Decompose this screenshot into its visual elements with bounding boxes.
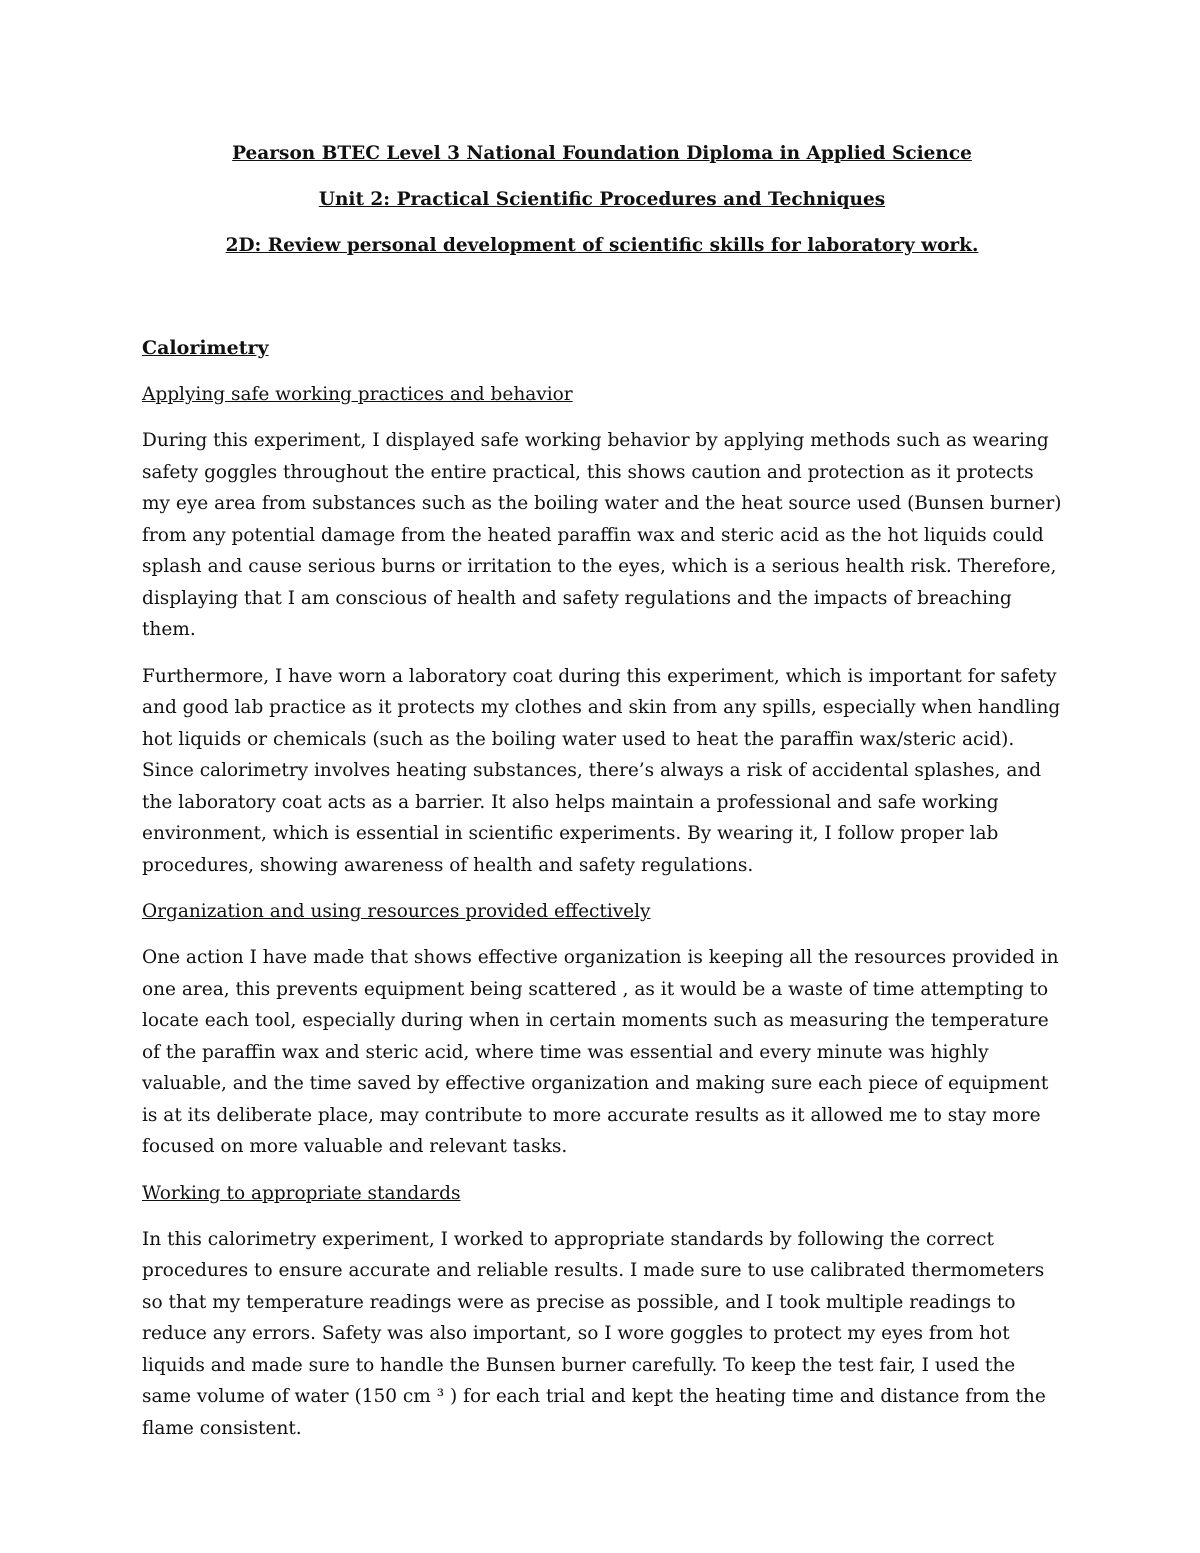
document-header (142, 140, 1062, 259)
section-title-calorimetry: Calorimetry (142, 337, 269, 359)
paragraph: One action I have made that shows effective organization is keeping all the resources provided in one area, this prevents equipment being scattered , as it would be a waste of time attempting to locate each tool, especially during when in certain moments such as measuring the temperature of the paraffin wax and steric acid, where time was essential and every minute was highly valuable, and the time saved by effective organization and making sure each piece of equipment is at its deliberate place, may contribute to more accurate results as it allowed me to stay more focused on more valuable and relevant tasks. (142, 947, 1059, 1157)
paragraph: Furthermore, I have worn a laboratory coat during this experiment, which is important for safety and good lab practice as it protects my clothes and skin from any spills, especially when handling hot liquids or chemicals (such as the boiling water used to heat the paraffin wax/steric acid). Since calorimetry involves heating substances, there’s always a risk of accidental splashes, and the laboratory coat acts as a barrier. It also helps maintain a professional and safe working environment, which is essential in scientific experiments. By wearing it, I follow proper lab procedures, showing awareness of health and safety regulations. (142, 665, 1061, 876)
qualification-title: Pearson BTEC Level 3 National Foundation Diploma in Applied Science (232, 143, 972, 164)
subsection-heading: Working to appropriate standards (142, 1182, 461, 1204)
document-body (142, 140, 1062, 1459)
paragraph: During this experiment, I displayed safe working behavior by applying methods such as wearing safety goggles throughout the entire practical, this shows caution and protection as it protects my eye area from substances such as the boiling water and the heat source used (Bunsen burner) from any potential damage from the heated paraffin wax and steric acid as the hot liquids could splash and cause serious burns or irritation to the eyes, which is a serious health risk. Therefore, displaying that I am conscious of health and safety regulations and the impacts of breaching them. (142, 430, 1062, 640)
subsection-heading: Applying safe working practices and behavior (142, 384, 573, 405)
subsection-heading: Organization and using resources provided effectively (142, 901, 651, 922)
paragraph: In this calorimetry experiment, I worked to appropriate standards by following the correct procedures to ensure accurate and reliable results. I made sure to use calibrated thermometers so that my temperature readings were as precise as possible, and I took multiple readings to reduce any errors. Safety was also important, so I wore goggles to protect my eyes from hot liquids and made sure to handle the Bunsen burner carefully. To keep the test fair, I used the same volume of water (150 cm ³ ) for each trial and kept the heating time and distance from the flame consistent. (142, 1228, 1046, 1439)
subsection-safe-working (142, 379, 1062, 881)
subsection-organization (142, 896, 1062, 1163)
learning-aim-title: 2D: Review personal development of scientific skills for laboratory work. (225, 235, 979, 256)
subsection-standards (142, 1178, 1062, 1445)
unit-title: Unit 2: Practical Scientific Procedures and Techniques (318, 189, 886, 210)
